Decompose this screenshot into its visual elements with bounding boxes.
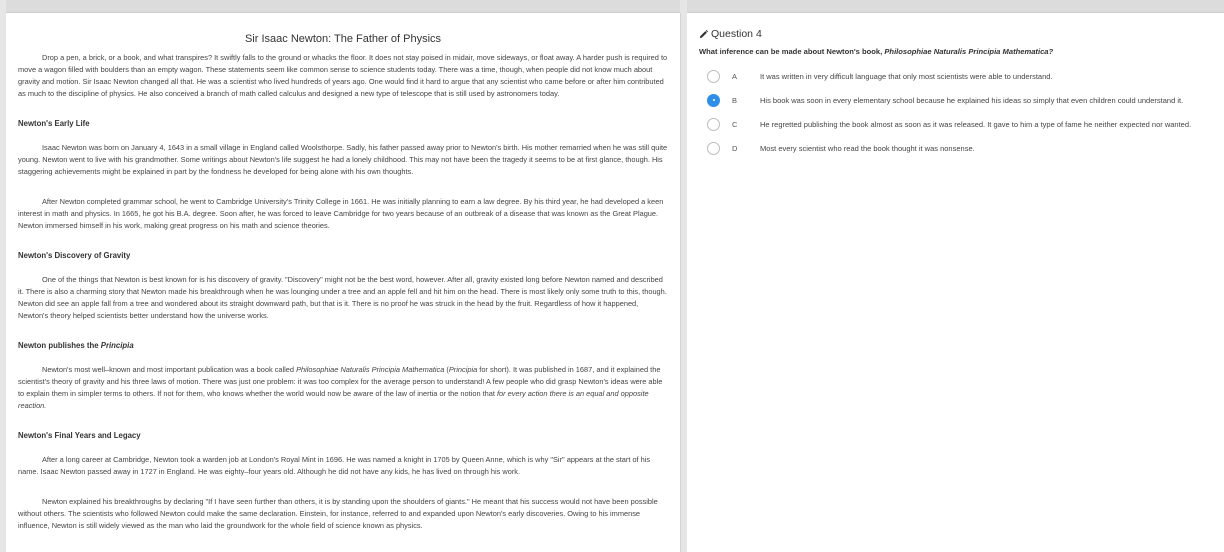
section-heading-legacy: Newton's Final Years and Legacy — [18, 431, 141, 440]
passage-toolbar — [6, 0, 680, 13]
principia-text-3: for short). It was published in 1687, and it explained the scientist's theory of gravity and his three laws of motion. There was just one problem: it was too complex for the average person to understand! A few people who did grasp Newton's ideas were able to explain them in simpler terms to others. If not for them, who knows whether the world would now be aware of the law of inertia or the notion that — [18, 365, 663, 398]
option-text-c: He regretted publishing the book almost as soon as it was released. It gave to him a type of fame he neither expected nor wanted. — [760, 119, 1192, 129]
section-heading-principia — [18, 341, 668, 351]
answer-option-d[interactable] — [707, 140, 1217, 156]
question-prompt-book-title: Philosophiae Naturalis Principia Mathematica? — [884, 47, 1054, 56]
section-heading-gravity: Newton's Discovery of Gravity — [18, 251, 131, 260]
radio-button-b[interactable] — [707, 94, 720, 107]
question-toolbar — [687, 0, 1224, 13]
heading-principia-italic: Principia — [100, 341, 134, 350]
paragraph-principia — [18, 364, 668, 412]
passage-panel — [6, 13, 681, 552]
question-prompt-text: What inference can be made about Newton's book, — [699, 47, 885, 56]
question-header — [699, 28, 762, 40]
answer-option-b[interactable] — [707, 92, 1217, 108]
principia-text-2: ( — [444, 365, 449, 374]
answer-option-a[interactable] — [707, 68, 1217, 84]
paragraph-gravity: One of the things that Newton is best known for is his discovery of gravity. "Discovery" might not be the best word, however. After all, gravity existed long before Newton named and described it. There is also a charming story that Newton made his breakthrough when he was lounging under a tree and an apple fell and hit him on the head. There is most likely only some truth to this, though. Newton did see an apple fall from a tree and wondered about its straight downward path, but that is it. There is no proof he was struck in the head by the fruit. Regardless of how it happened, Newton's theory helped scientists better understand how the universe works. — [18, 275, 667, 320]
principia-short-title: Principia — [448, 365, 478, 374]
option-letter-b: B — [732, 95, 738, 105]
question-panel — [687, 13, 1224, 552]
principia-book-title: Philosophiae Naturalis Principia Mathematica — [296, 365, 445, 374]
option-text-b: His book was soon in every elementary school because he explained his ideas so simply that even children could understand it. — [760, 95, 1184, 105]
option-letter-a: A — [732, 71, 738, 81]
paragraph-early-life-2: After Newton completed grammar school, he went to Cambridge University's Trinity College in 1661. He was initially planning to earn a law degree. By his third year, he had developed a keen interest in math and physics. In 1665, he got his B.A. degree. Soon after, he was forced to leave Cambridge for two years because of an outbreak of a disease that was known as the Great Plague. Newton immersed himself in his work, making great progress on his math and science theories. — [18, 197, 664, 230]
question-label: Question 4 — [711, 28, 762, 40]
heading-principia-prefix: Newton publishes the — [18, 341, 101, 350]
section-heading-early-life: Newton's Early Life — [18, 119, 90, 128]
option-text-d: Most every scientist who read the book thought it was nonsense. — [760, 143, 975, 153]
paragraph-legacy-1: After a long career at Cambridge, Newton took a warden job at London's Royal Mint in 1696. He was named a knight in 1705 by Queen Anne, which is why "Sir" appears at the start of his name. Isaac Newton passed away in 1727 in England. He was eighty–four years old. Although he did not have any kids, he has lived on through his work. — [18, 455, 651, 476]
paragraph-early-life-1: Isaac Newton was born on January 4, 1643 in a small village in England called Woolsthorpe. Sadly, his father passed away prior to Newton's birth. His mother remarried when he was still quite young. Newton went to live with his grandmother. Some writings about Newton's life suggest he had a lonely childhood. This may not have been the tragedy it seems to be at first glance, though. His staggering achievements might be explained in part by the fondness he developed for being alone with his own thoughts. — [18, 143, 668, 176]
radio-button-d[interactable] — [707, 142, 720, 155]
pencil-icon — [699, 30, 708, 39]
passage-title: Sir Isaac Newton: The Father of Physics — [244, 33, 442, 45]
principia-quote: for every action there is an equal and opposite reaction. — [18, 389, 649, 410]
paragraph-legacy-2: Newton explained his breakthroughs by declaring "If I have seen further than others, it is by standing upon the shoulders of giants." He meant that his success would not have been possible without others. The scientists who followed Newton could make the same declaration. Einstein, for instance, referred to and expanded upon Newton's early discoveries. Owing to his immense influence, Newton is still widely viewed as the man who laid the groundwork for the whole field of science known as physics. — [18, 497, 658, 530]
question-prompt — [699, 47, 1053, 56]
option-letter-d: D — [732, 143, 738, 153]
answer-option-c[interactable] — [707, 116, 1217, 132]
passage-intro: Drop a pen, a brick, or a book, and what transpires? It swiftly falls to the ground or whacks the floor. It does not stay poised in midair, move sideways, or float away. A harder push is required to move a wagon filled with boulders than an empty wagon. These statements seem like common sense to science students today. There was a time, though, when people did not know much about gravity and motion. Sir Isaac Newton changed all that. He was a scientist who lived hundreds of years ago. One would find it hard to argue that any scientist who came before or after him contributed as much to the discipline of physics. He also conceived a branch of math called calculus and designed a new type of telescope that is still used by astronomers today. — [18, 53, 668, 98]
radio-button-a[interactable] — [707, 70, 720, 83]
radio-button-c[interactable] — [707, 118, 720, 131]
option-text-a: It was written in very difficult language that only most scientists were able to understand. — [760, 71, 1053, 81]
principia-text-1: Newton's most well–known and most important publication was a book called — [42, 365, 297, 374]
option-letter-c: C — [732, 119, 738, 129]
